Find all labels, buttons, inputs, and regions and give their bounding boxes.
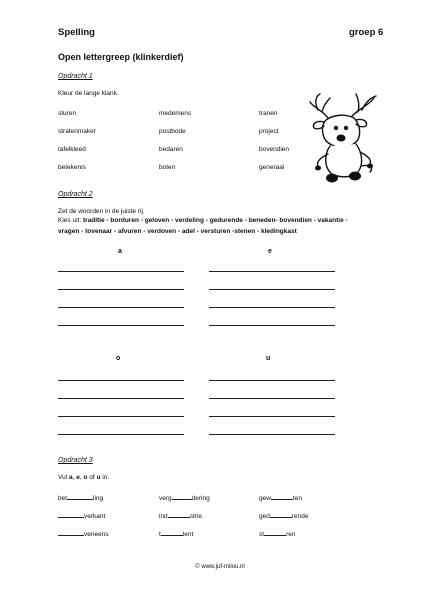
word-item: stratenmaker [58, 128, 96, 135]
writing-line[interactable] [209, 307, 335, 308]
fill-in-word [159, 511, 202, 520]
letter-e: e [76, 474, 80, 481]
fill-blank[interactable] [161, 529, 183, 536]
word-item: sturen [58, 110, 77, 117]
word-item: boten [159, 164, 176, 171]
word-part: ten [292, 495, 302, 502]
instruction-text: Vul [58, 474, 69, 481]
fill-in-word [159, 529, 193, 538]
fill-in-word [58, 493, 103, 502]
opdracht3-instruction [58, 474, 109, 481]
opdracht3-heading: Opdracht 3 [58, 457, 93, 464]
fill-blank[interactable] [67, 493, 93, 500]
writing-line[interactable] [58, 416, 184, 417]
fill-blank[interactable] [271, 493, 293, 500]
writing-line[interactable] [58, 380, 184, 381]
word-part: t [159, 531, 161, 538]
word-part: rende [291, 513, 309, 520]
choose-words-2: vragen - tovenaar - afvuren - verdoven - adel - versturen -stenen - kledingkast [58, 228, 297, 235]
writing-line[interactable] [209, 380, 335, 381]
word-part: ling [93, 495, 104, 502]
word-part: ged [259, 513, 270, 520]
word-item: bovendien [259, 146, 289, 153]
fill-blank[interactable] [264, 529, 286, 536]
column-letter-u: u [266, 355, 271, 362]
word-part: st [259, 531, 265, 538]
fill-blank[interactable] [168, 511, 190, 518]
choose-words-1: traditie - borduren - geloven - verdeling - gedurende - beneden- bovendien - vakantie - [82, 217, 348, 224]
word-item: generaal [259, 164, 285, 171]
word-item: bedaren [159, 146, 183, 153]
word-part: verkant [84, 513, 106, 520]
separator: , [72, 474, 77, 481]
writing-line[interactable] [209, 416, 335, 417]
fill-blank[interactable] [270, 511, 292, 518]
word-item: tafelkleed [58, 146, 86, 153]
column-letter-o: o [116, 355, 121, 362]
word-part: verg [159, 495, 172, 502]
fill-in-word [58, 511, 105, 520]
reindeer-icon [300, 88, 390, 188]
fill-in-word [159, 493, 210, 502]
column-letter-a: a [118, 248, 122, 255]
opdracht2-instruction: Zet de woorden in de juiste rij. [58, 208, 145, 215]
word-part: veneens [84, 531, 109, 538]
subject-label: Spelling [58, 27, 95, 38]
writing-line[interactable] [209, 325, 335, 326]
writing-line[interactable] [58, 307, 184, 308]
worksheet-title: Open lettergreep (klinkerdief) [58, 52, 184, 62]
fill-blank[interactable] [172, 493, 192, 500]
column-letter-e: e [268, 248, 272, 255]
word-part: strie [189, 513, 202, 520]
word-item: medemens [159, 110, 192, 117]
writing-line[interactable] [58, 271, 184, 272]
word-part: ind [159, 513, 168, 520]
separator: , [79, 474, 84, 481]
choose-line-1 [58, 217, 348, 224]
fill-in-word [58, 529, 109, 538]
letter-a: a [68, 474, 73, 481]
footer-copyright: © www.juf-milou.nl [195, 564, 245, 570]
writing-line[interactable] [209, 434, 335, 435]
word-item: betekenis [58, 164, 86, 171]
writing-line[interactable] [58, 398, 184, 399]
fill-in-word [259, 529, 295, 538]
writing-line[interactable] [209, 271, 335, 272]
word-item: project [259, 128, 279, 135]
word-item: tranen [259, 110, 278, 117]
word-part: dering [191, 495, 210, 502]
writing-line[interactable] [58, 434, 184, 435]
opdracht1-heading: Opdracht 1 [58, 73, 93, 80]
word-part: gew [259, 495, 271, 502]
word-part: ren [286, 531, 296, 538]
opdracht1-instruction: Kleur de lange klank. [58, 90, 119, 97]
fill-in-word [259, 511, 308, 520]
writing-line[interactable] [58, 289, 184, 290]
writing-line[interactable] [209, 289, 335, 290]
writing-line[interactable] [209, 398, 335, 399]
writing-line[interactable] [58, 325, 184, 326]
grade-label: groep 6 [349, 27, 384, 38]
choose-prefix: Kies uit: [58, 217, 83, 224]
opdracht2-heading: Opdracht 2 [58, 191, 93, 198]
fill-in-word [259, 493, 302, 502]
letter-o: o [83, 474, 88, 481]
word-part: lent [182, 531, 194, 538]
fill-blank[interactable] [58, 511, 84, 518]
fill-blank[interactable] [58, 529, 84, 536]
letter-u: u [96, 474, 101, 481]
word-part: bet [58, 495, 68, 502]
instruction-text: in. [100, 474, 110, 481]
word-item: postbode [159, 128, 186, 135]
separator-or: of [87, 474, 97, 481]
